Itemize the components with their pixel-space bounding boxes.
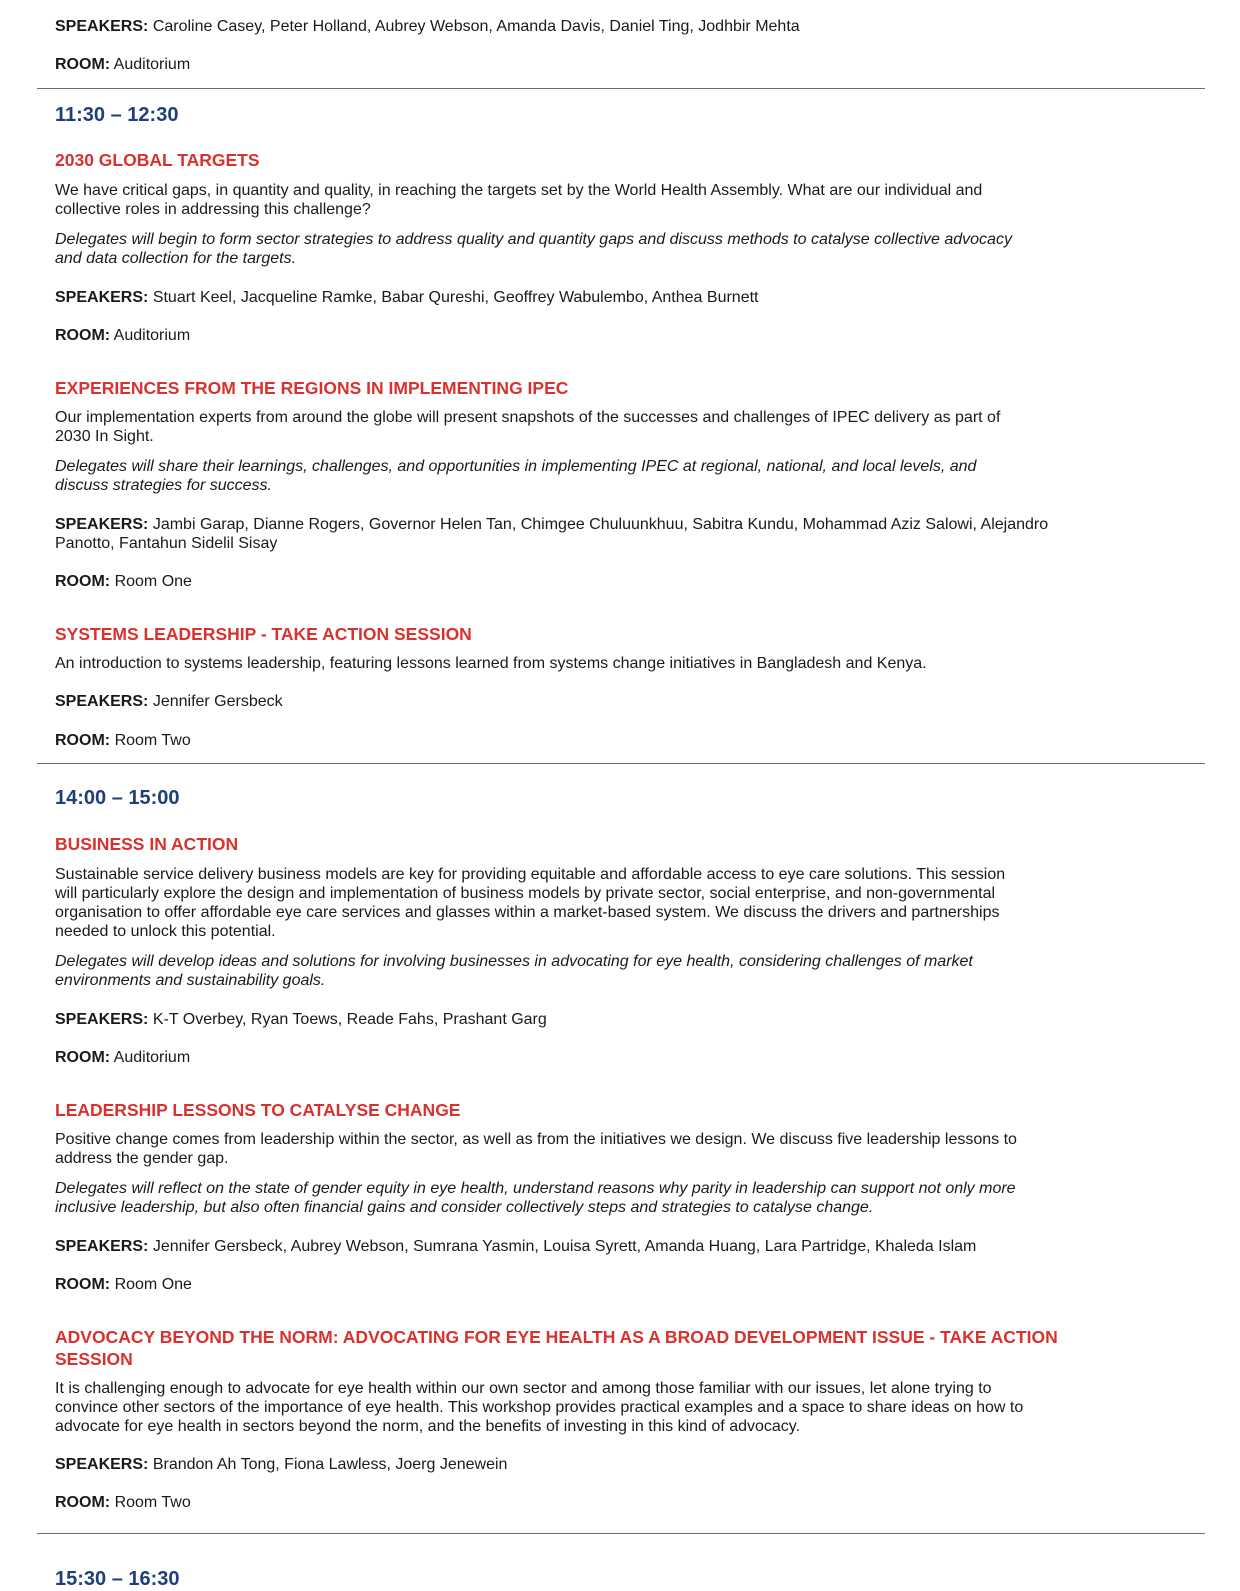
- room-label: ROOM:: [55, 732, 111, 749]
- delegates-note-line: Delegates will reflect on the state of gender equity in eye health, understand reasons why parity in leadership can support not only more: [55, 1180, 1016, 1197]
- speakers-line: [55, 515, 1048, 534]
- speakers-label: SPEAKERS:: [55, 516, 149, 533]
- speakers-names: Jambi Garap, Dianne Rogers, Governor Helen Tan, Chimgee Chuluunkhuu, Sabitra Kundu, Mohammad Aziz Salowi, Alejandro: [152, 516, 1049, 533]
- session-description-line: collective roles in addressing this challenge?: [55, 201, 371, 218]
- speakers-label: SPEAKERS:: [55, 289, 149, 306]
- session-description-line: will particularly explore the design and implementation of business models by private sector, social enterprise, and non-governmental: [55, 885, 996, 902]
- speakers-names: Brandon Ah Tong, Fiona Lawless, Joerg Jenewein: [152, 1456, 508, 1473]
- speakers-label: SPEAKERS:: [55, 693, 149, 710]
- time-slot-heading: 15:30 – 16:30: [55, 1568, 180, 1590]
- delegates-note-line: Delegates will begin to form sector strategies to address quality and quantity gaps and discuss methods to catalyse collective advocacy: [55, 231, 1012, 248]
- room-name: Room Two: [114, 1494, 191, 1511]
- session-description-line: Our implementation experts from around the globe will present snapshots of the successes and challenges of IPEC delivery as part of: [55, 409, 1001, 426]
- room-label: ROOM:: [55, 56, 111, 73]
- session-description-line: 2030 In Sight.: [55, 428, 154, 445]
- session-description-line: We have critical gaps, in quantity and quality, in reaching the targets set by the World Health Assembly. What are our individual and: [55, 182, 983, 199]
- room-label: ROOM:: [55, 1494, 111, 1511]
- room-line: [55, 1493, 191, 1512]
- session-title-continuation: SESSION: [55, 1349, 133, 1369]
- speakers-names: Jennifer Gersbeck, Aubrey Webson, Sumrana Yasmin, Louisa Syrett, Amanda Huang, Lara Partridge, Khaleda Islam: [152, 1238, 977, 1255]
- section-divider: [37, 88, 1205, 89]
- time-slot-heading: 11:30 – 12:30: [55, 104, 179, 126]
- session-title: BUSINESS IN ACTION: [55, 834, 239, 854]
- session-title: ADVOCACY BEYOND THE NORM: ADVOCATING FOR EYE HEALTH AS A BROAD DEVELOPMENT ISSUE - TAKE ACTION: [55, 1327, 1058, 1347]
- room-line: [55, 572, 192, 591]
- session-description-line: Positive change comes from leadership within the sector, as well as from the initiatives we design. We discuss five leadership lessons to: [55, 1131, 1017, 1148]
- speakers-names: K-T Overbey, Ryan Toews, Reade Fahs, Prashant Garg: [152, 1011, 547, 1028]
- room-label: ROOM:: [55, 1276, 111, 1293]
- section-divider: [37, 1533, 1205, 1534]
- speakers-label: SPEAKERS:: [55, 1238, 149, 1255]
- room-name: Auditorium: [113, 1049, 191, 1066]
- speakers-line: [55, 692, 283, 711]
- session-description-line: An introduction to systems leadership, featuring lessons learned from systems change initiatives in Bangladesh and Kenya.: [55, 655, 927, 672]
- room-name: Room Two: [114, 732, 191, 749]
- session-description-line: organisation to offer affordable eye care services and glasses within a market-based system. We discuss the drivers and partnerships: [55, 904, 1000, 921]
- delegates-note-line: and data collection for the targets.: [55, 250, 297, 267]
- speakers-label: SPEAKERS:: [55, 18, 149, 35]
- session-title: SYSTEMS LEADERSHIP - TAKE ACTION SESSION: [55, 624, 472, 644]
- session-description-line: address the gender gap.: [55, 1150, 229, 1167]
- room-label: ROOM:: [55, 1049, 111, 1066]
- speakers-label: SPEAKERS:: [55, 1456, 149, 1473]
- room-name: Auditorium: [113, 56, 191, 73]
- session-description-line: needed to unlock this potential.: [55, 923, 276, 940]
- speakers-label: SPEAKERS:: [55, 1011, 149, 1028]
- speakers-line: [55, 1455, 507, 1474]
- session-description-line: It is challenging enough to advocate for eye health within our own sector and among those familiar with our issues, let alone trying to: [55, 1380, 992, 1397]
- speakers-line: [55, 1010, 547, 1029]
- room-line: [55, 1048, 190, 1067]
- room-label: ROOM:: [55, 327, 111, 344]
- room-name: Room One: [114, 573, 192, 590]
- room-name: Auditorium: [113, 327, 191, 344]
- room-line: [55, 55, 190, 74]
- room-line: [55, 1275, 192, 1294]
- delegates-note-line: Delegates will develop ideas and solutions for involving businesses in advocating for eye health, considering challenges of market: [55, 953, 973, 970]
- session-title: 2030 GLOBAL TARGETS: [55, 150, 260, 170]
- time-slot-heading: 14:00 – 15:00: [55, 787, 180, 809]
- session-title: EXPERIENCES FROM THE REGIONS IN IMPLEMENTING IPEC: [55, 378, 569, 398]
- room-line: [55, 731, 191, 750]
- session-description-line: advocate for eye health in sectors beyond the norm, and the benefits of investing in this kind of advocacy.: [55, 1418, 801, 1435]
- delegates-note-line: inclusive leadership, but also often financial gains and consider collectively steps and strategies to catalyse change.: [55, 1199, 874, 1216]
- delegates-note-line: Delegates will share their learnings, challenges, and opportunities in implementing IPEC at regional, national, and local levels, and: [55, 458, 977, 475]
- speakers-line: [55, 288, 758, 307]
- speakers-line: [55, 1237, 976, 1256]
- speakers-names: Stuart Keel, Jacqueline Ramke, Babar Qureshi, Geoffrey Wabulembo, Anthea Burnett: [152, 289, 759, 306]
- speakers-continuation-line: Panotto, Fantahun Sidelil Sisay: [55, 535, 278, 552]
- room-label: ROOM:: [55, 573, 111, 590]
- room-line: [55, 326, 190, 345]
- speakers-names: Jennifer Gersbeck: [152, 693, 283, 710]
- session-description-line: Sustainable service delivery business models are key for providing equitable and affordable access to eye care solutions. This session: [55, 866, 1006, 883]
- speakers-line: [55, 17, 800, 36]
- delegates-note-line: discuss strategies for success.: [55, 477, 272, 494]
- session-description-line: convince other sectors of the importance of eye health. This workshop provides practical examples and a space to share ideas on how to: [55, 1399, 1024, 1416]
- delegates-note-line: environments and sustainability goals.: [55, 972, 326, 989]
- speakers-names: Caroline Casey, Peter Holland, Aubrey Webson, Amanda Davis, Daniel Ting, Jodhbir Mehta: [152, 18, 800, 35]
- section-divider: [37, 763, 1205, 764]
- session-title: LEADERSHIP LESSONS TO CATALYSE CHANGE: [55, 1100, 461, 1120]
- room-name: Room One: [114, 1276, 192, 1293]
